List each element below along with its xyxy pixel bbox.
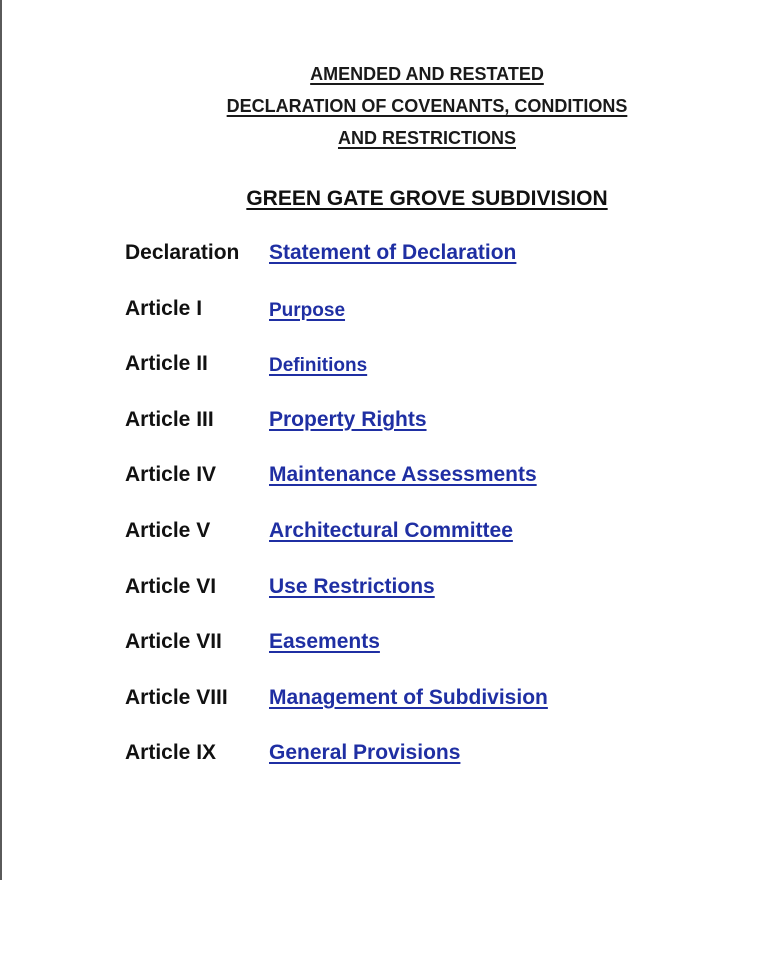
toc-row-declaration bbox=[125, 240, 725, 296]
table-of-contents bbox=[125, 240, 725, 796]
toc-label: Article IX bbox=[125, 741, 217, 765]
toc-link-purpose[interactable]: Purpose bbox=[269, 299, 346, 321]
toc-row-article-1 bbox=[125, 296, 725, 352]
toc-row-article-7 bbox=[125, 629, 725, 685]
toc-link-general-provisions[interactable]: General Provisions bbox=[269, 741, 461, 765]
toc-row-article-8 bbox=[125, 685, 725, 741]
heading-line-2: DECLARATION OF COVENANTS, CONDITIONS bbox=[226, 96, 628, 116]
toc-link-use-restrictions[interactable]: Use Restrictions bbox=[269, 574, 435, 598]
toc-label: Article VIII bbox=[125, 685, 228, 709]
toc-link-property-rights[interactable]: Property Rights bbox=[269, 407, 427, 431]
toc-row-article-3 bbox=[125, 407, 725, 463]
subdivision-title: GREEN GATE GROVE SUBDIVISION bbox=[246, 187, 608, 210]
toc-row-article-9 bbox=[125, 740, 725, 796]
toc-row-article-4 bbox=[125, 462, 725, 518]
toc-link-easements[interactable]: Easements bbox=[269, 630, 380, 654]
toc-link-architectural-committee[interactable]: Architectural Committee bbox=[269, 518, 513, 542]
toc-label: Article V bbox=[125, 518, 211, 542]
toc-label: Article III bbox=[125, 407, 214, 431]
toc-link-maintenance-assessments[interactable]: Maintenance Assessments bbox=[269, 463, 537, 487]
toc-row-article-2 bbox=[125, 351, 725, 407]
toc-label: Article VII bbox=[125, 630, 222, 654]
toc-link-definitions[interactable]: Definitions bbox=[269, 355, 368, 377]
toc-link-management-of-subdivision[interactable]: Management of Subdivision bbox=[269, 685, 548, 709]
heading-line-3: AND RESTRICTIONS bbox=[337, 128, 516, 148]
toc-link-statement-of-declaration[interactable]: Statement of Declaration bbox=[269, 241, 517, 264]
toc-label: Article VI bbox=[125, 574, 217, 598]
toc-label: Article I bbox=[125, 296, 203, 320]
toc-row-article-6 bbox=[125, 574, 725, 630]
toc-label: Article II bbox=[125, 352, 208, 376]
toc-label: Article IV bbox=[125, 463, 217, 487]
toc-row-article-5 bbox=[125, 518, 725, 574]
heading-line-1: AMENDED AND RESTATED bbox=[310, 64, 544, 84]
toc-label: Declaration bbox=[125, 241, 240, 264]
